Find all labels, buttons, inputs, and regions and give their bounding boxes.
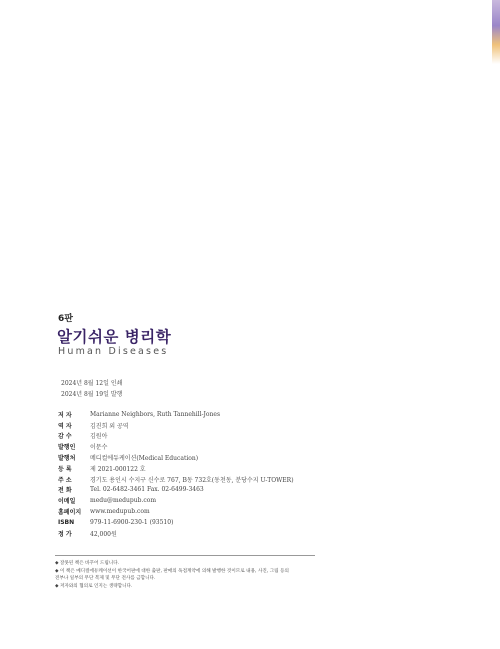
credit-label: 이메일 xyxy=(58,498,76,506)
credit-row xyxy=(58,452,294,463)
credit-value: 경기도 용인시 수지구 신수로 767, B동 732호(동천동, 분당수지 U-TOWER) xyxy=(90,476,294,484)
credit-value: Tel. 02-6482-3461 Fax. 02-6499-3463 xyxy=(90,486,204,494)
credit-value: www.medupub.com xyxy=(90,508,150,516)
credit-value: Marianne Neighbors, Ruth Tannehill-Jones xyxy=(90,410,221,418)
credit-value: medu@medupub.com xyxy=(90,497,157,505)
note-line: ◆ 저자와의 협의로 인지는 생략합니다. xyxy=(55,583,133,589)
credit-row xyxy=(58,517,294,528)
corner-decoration xyxy=(492,0,500,64)
note-line: ◆ 이 책은 메디컬에듀케이션이 한국어판에 대한 출판, 판매의 독점계약에 의해 발행한 것이므로 내용, 사진, 그림 등의 xyxy=(55,568,289,574)
note-line: 전부나 일부의 무단 복제 및 무단 전사를 금합니다. xyxy=(55,576,156,582)
credit-value: 이문수 xyxy=(90,444,108,452)
copyright-notes xyxy=(55,560,325,590)
credit-label: 역 자 xyxy=(58,422,72,430)
credit-label: 감 수 xyxy=(58,433,72,441)
credit-label: ISBN xyxy=(58,518,75,526)
publish-date: 2024년 8월 19일 발행 xyxy=(61,391,123,398)
credit-value: 메디컬에듀케이션(Medical Education) xyxy=(90,455,199,463)
note-line: ◆ 잘못된 책은 바꾸어 드립니다. xyxy=(55,561,120,566)
credit-row xyxy=(58,409,294,420)
credit-row xyxy=(58,506,294,517)
credit-row xyxy=(58,463,294,474)
credit-label: 전 화 xyxy=(58,487,72,495)
credit-row xyxy=(58,528,294,539)
book-title-english: Human Diseases xyxy=(58,346,169,357)
credit-row xyxy=(58,431,294,442)
credit-label: 등 록 xyxy=(58,465,72,473)
publication-dates xyxy=(61,378,122,400)
credit-row xyxy=(58,485,294,496)
credit-label: 발행인 xyxy=(58,444,76,452)
credit-value: 제 2021-000122 호 xyxy=(90,465,146,473)
credit-value: 김진희 외 공역 xyxy=(90,422,129,430)
credit-value: 979-11-6900-230-1 (93510) xyxy=(90,518,174,526)
credit-value: 김원아 xyxy=(90,433,108,441)
credit-label: 주 소 xyxy=(58,476,72,484)
credit-label: 발행처 xyxy=(58,455,76,463)
print-date: 2024년 8월 12일 인쇄 xyxy=(61,380,123,387)
credit-row xyxy=(58,420,294,431)
credit-row xyxy=(58,441,294,452)
credit-row xyxy=(58,474,294,485)
notes-divider xyxy=(55,555,315,556)
credits-table xyxy=(58,409,294,539)
book-title-korean: 알기쉬운 병리학 xyxy=(57,328,172,346)
edition-label: 6판 xyxy=(58,314,73,324)
credit-label: 홈페이지 xyxy=(58,509,82,517)
credit-value: 42,000원 xyxy=(90,530,117,538)
credit-label: 저 자 xyxy=(58,411,72,419)
credit-label: 정 가 xyxy=(58,530,72,538)
credit-row xyxy=(58,495,294,506)
